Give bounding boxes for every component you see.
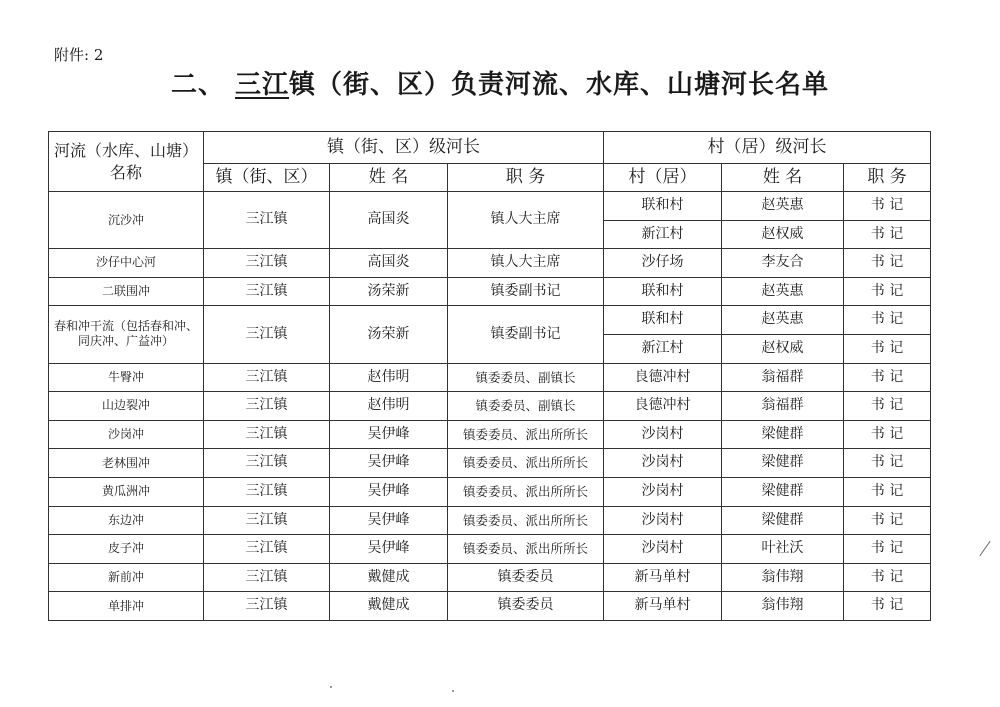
town-cell: 三江镇 (204, 477, 330, 506)
town-duty-cell: 镇委委员、副镇长 (448, 392, 604, 421)
river-name-cell: 黄瓜洲冲 (49, 477, 204, 506)
table-row (49, 392, 931, 421)
village-leader-cell: 赵权威 (722, 220, 844, 249)
town-leader-cell: 赵伟明 (330, 392, 448, 421)
town-leader-cell: 吴伊峰 (330, 420, 448, 449)
village-leader-cell: 梁健群 (722, 506, 844, 535)
margin-pen-mark (979, 541, 990, 556)
village-duty-cell: 书 记 (844, 334, 931, 363)
river-name-cell: 沉沙冲 (49, 192, 204, 249)
town-cell: 三江镇 (204, 592, 330, 621)
table-row (49, 277, 931, 306)
town-cell: 三江镇 (204, 420, 330, 449)
scan-speck (330, 686, 332, 688)
village-leader-cell: 梁健群 (722, 477, 844, 506)
river-name-cell: 新前冲 (49, 563, 204, 592)
table-row (49, 192, 931, 221)
town-cell: 三江镇 (204, 392, 330, 421)
village-duty-cell: 书 记 (844, 592, 931, 621)
town-leader-cell: 戴健成 (330, 592, 448, 621)
river-name-cell: 皮子冲 (49, 535, 204, 564)
header-river-name: 河流（水库、山塘）名称 (49, 132, 204, 192)
village-leader-cell: 李友合 (722, 249, 844, 278)
town-leader-cell: 赵伟明 (330, 363, 448, 392)
village-duty-cell: 书 记 (844, 192, 931, 221)
village-duty-cell: 书 记 (844, 249, 931, 278)
town-cell: 三江镇 (204, 306, 330, 363)
header-town-duty: 职 务 (448, 164, 604, 192)
table-row (49, 420, 931, 449)
town-duty-cell: 镇委委员、派出所所长 (448, 420, 604, 449)
town-duty-cell: 镇委委员 (448, 563, 604, 592)
village-leader-cell: 梁健群 (722, 449, 844, 478)
town-cell: 三江镇 (204, 192, 330, 249)
river-name-cell: 春和冲干流（包括春和冲、同庆冲、广益冲） (49, 306, 204, 363)
river-name-cell: 东边冲 (49, 506, 204, 535)
village-cell: 沙岗村 (604, 535, 722, 564)
village-duty-cell: 书 记 (844, 363, 931, 392)
town-duty-cell: 镇委副书记 (448, 277, 604, 306)
village-leader-cell: 赵英惠 (722, 306, 844, 335)
table-row (49, 249, 931, 278)
village-leader-cell: 翁福群 (722, 392, 844, 421)
river-name-cell: 山边裂冲 (49, 392, 204, 421)
town-duty-cell: 镇委副书记 (448, 306, 604, 363)
village-leader-cell: 翁福群 (722, 363, 844, 392)
table-row (49, 535, 931, 564)
town-cell: 三江镇 (204, 535, 330, 564)
town-cell: 三江镇 (204, 277, 330, 306)
village-leader-cell: 叶社沃 (722, 535, 844, 564)
table-row (49, 449, 931, 478)
river-name-cell: 单排冲 (49, 592, 204, 621)
village-cell: 新马单村 (604, 592, 722, 621)
town-duty-cell: 镇委委员、派出所所长 (448, 506, 604, 535)
table-row (49, 506, 931, 535)
village-duty-cell: 书 记 (844, 277, 931, 306)
village-duty-cell: 书 记 (844, 506, 931, 535)
town-leader-cell: 戴健成 (330, 563, 448, 592)
town-cell: 三江镇 (204, 563, 330, 592)
table-body (49, 192, 931, 621)
village-cell: 联和村 (604, 306, 722, 335)
village-leader-cell: 赵英惠 (722, 277, 844, 306)
river-name-cell: 老林围冲 (49, 449, 204, 478)
town-cell: 三江镇 (204, 249, 330, 278)
village-cell: 新马单村 (604, 563, 722, 592)
header-town: 镇（街、区） (204, 164, 330, 192)
village-leader-cell: 翁伟翔 (722, 563, 844, 592)
village-cell: 联和村 (604, 192, 722, 221)
river-name-cell: 沙岗冲 (49, 420, 204, 449)
river-name-cell: 牛臀冲 (49, 363, 204, 392)
town-cell: 三江镇 (204, 363, 330, 392)
village-duty-cell: 书 记 (844, 306, 931, 335)
village-leader-cell: 梁健群 (722, 420, 844, 449)
header-village-name: 姓 名 (722, 164, 844, 192)
town-leader-cell: 吴伊峰 (330, 535, 448, 564)
header-village-duty: 职 务 (844, 164, 931, 192)
village-cell: 沙岗村 (604, 449, 722, 478)
village-duty-cell: 书 记 (844, 563, 931, 592)
title-town: 三江 (235, 70, 290, 100)
attachment-label: 附件: 2 (54, 46, 104, 64)
village-duty-cell: 书 记 (844, 420, 931, 449)
town-duty-cell: 镇委委员、副镇长 (448, 363, 604, 392)
town-duty-cell: 镇委委员 (448, 592, 604, 621)
town-leader-cell: 吴伊峰 (330, 477, 448, 506)
header-village: 村（居） (604, 164, 722, 192)
title-prefix: 二、 (170, 70, 225, 100)
header-town-group: 镇（街、区）级河长 (204, 132, 604, 164)
table-row (49, 563, 931, 592)
village-leader-cell: 翁伟翔 (722, 592, 844, 621)
river-name-cell: 二联围冲 (49, 277, 204, 306)
table-row (49, 477, 931, 506)
village-duty-cell: 书 记 (844, 392, 931, 421)
scan-speck (452, 690, 454, 692)
river-chief-table (48, 131, 931, 621)
town-leader-cell: 高国炎 (330, 249, 448, 278)
village-leader-cell: 赵英惠 (722, 192, 844, 221)
town-cell: 三江镇 (204, 449, 330, 478)
header-village-group: 村（居）级河长 (604, 132, 931, 164)
town-duty-cell: 镇委委员、派出所所长 (448, 535, 604, 564)
village-duty-cell: 书 记 (844, 220, 931, 249)
town-leader-cell: 吴伊峰 (330, 449, 448, 478)
village-cell: 新江村 (604, 220, 722, 249)
village-cell: 沙仔场 (604, 249, 722, 278)
village-cell: 联和村 (604, 277, 722, 306)
table-row (49, 306, 931, 335)
village-cell: 新江村 (604, 334, 722, 363)
town-duty-cell: 镇委委员、派出所所长 (448, 449, 604, 478)
village-duty-cell: 书 记 (844, 535, 931, 564)
town-duty-cell: 镇委委员、派出所所长 (448, 477, 604, 506)
town-leader-cell: 高国炎 (330, 192, 448, 249)
village-cell: 沙岗村 (604, 420, 722, 449)
header-town-name: 姓 名 (330, 164, 448, 192)
table-row (49, 592, 931, 621)
town-leader-cell: 吴伊峰 (330, 506, 448, 535)
village-cell: 沙岗村 (604, 477, 722, 506)
header-row-1 (49, 132, 931, 164)
town-leader-cell: 汤荣新 (330, 306, 448, 363)
table-row (49, 363, 931, 392)
town-cell: 三江镇 (204, 506, 330, 535)
town-duty-cell: 镇人大主席 (448, 249, 604, 278)
village-cell: 沙岗村 (604, 506, 722, 535)
page-title (0, 64, 1000, 101)
town-duty-cell: 镇人大主席 (448, 192, 604, 249)
village-leader-cell: 赵权威 (722, 334, 844, 363)
village-cell: 良德冲村 (604, 363, 722, 392)
village-cell: 良德冲村 (604, 392, 722, 421)
river-name-cell: 沙仔中心河 (49, 249, 204, 278)
town-leader-cell: 汤荣新 (330, 277, 448, 306)
title-suffix: 镇（街、区）负责河流、水库、山塘河长名单 (289, 70, 830, 100)
village-duty-cell: 书 记 (844, 477, 931, 506)
village-duty-cell: 书 记 (844, 449, 931, 478)
